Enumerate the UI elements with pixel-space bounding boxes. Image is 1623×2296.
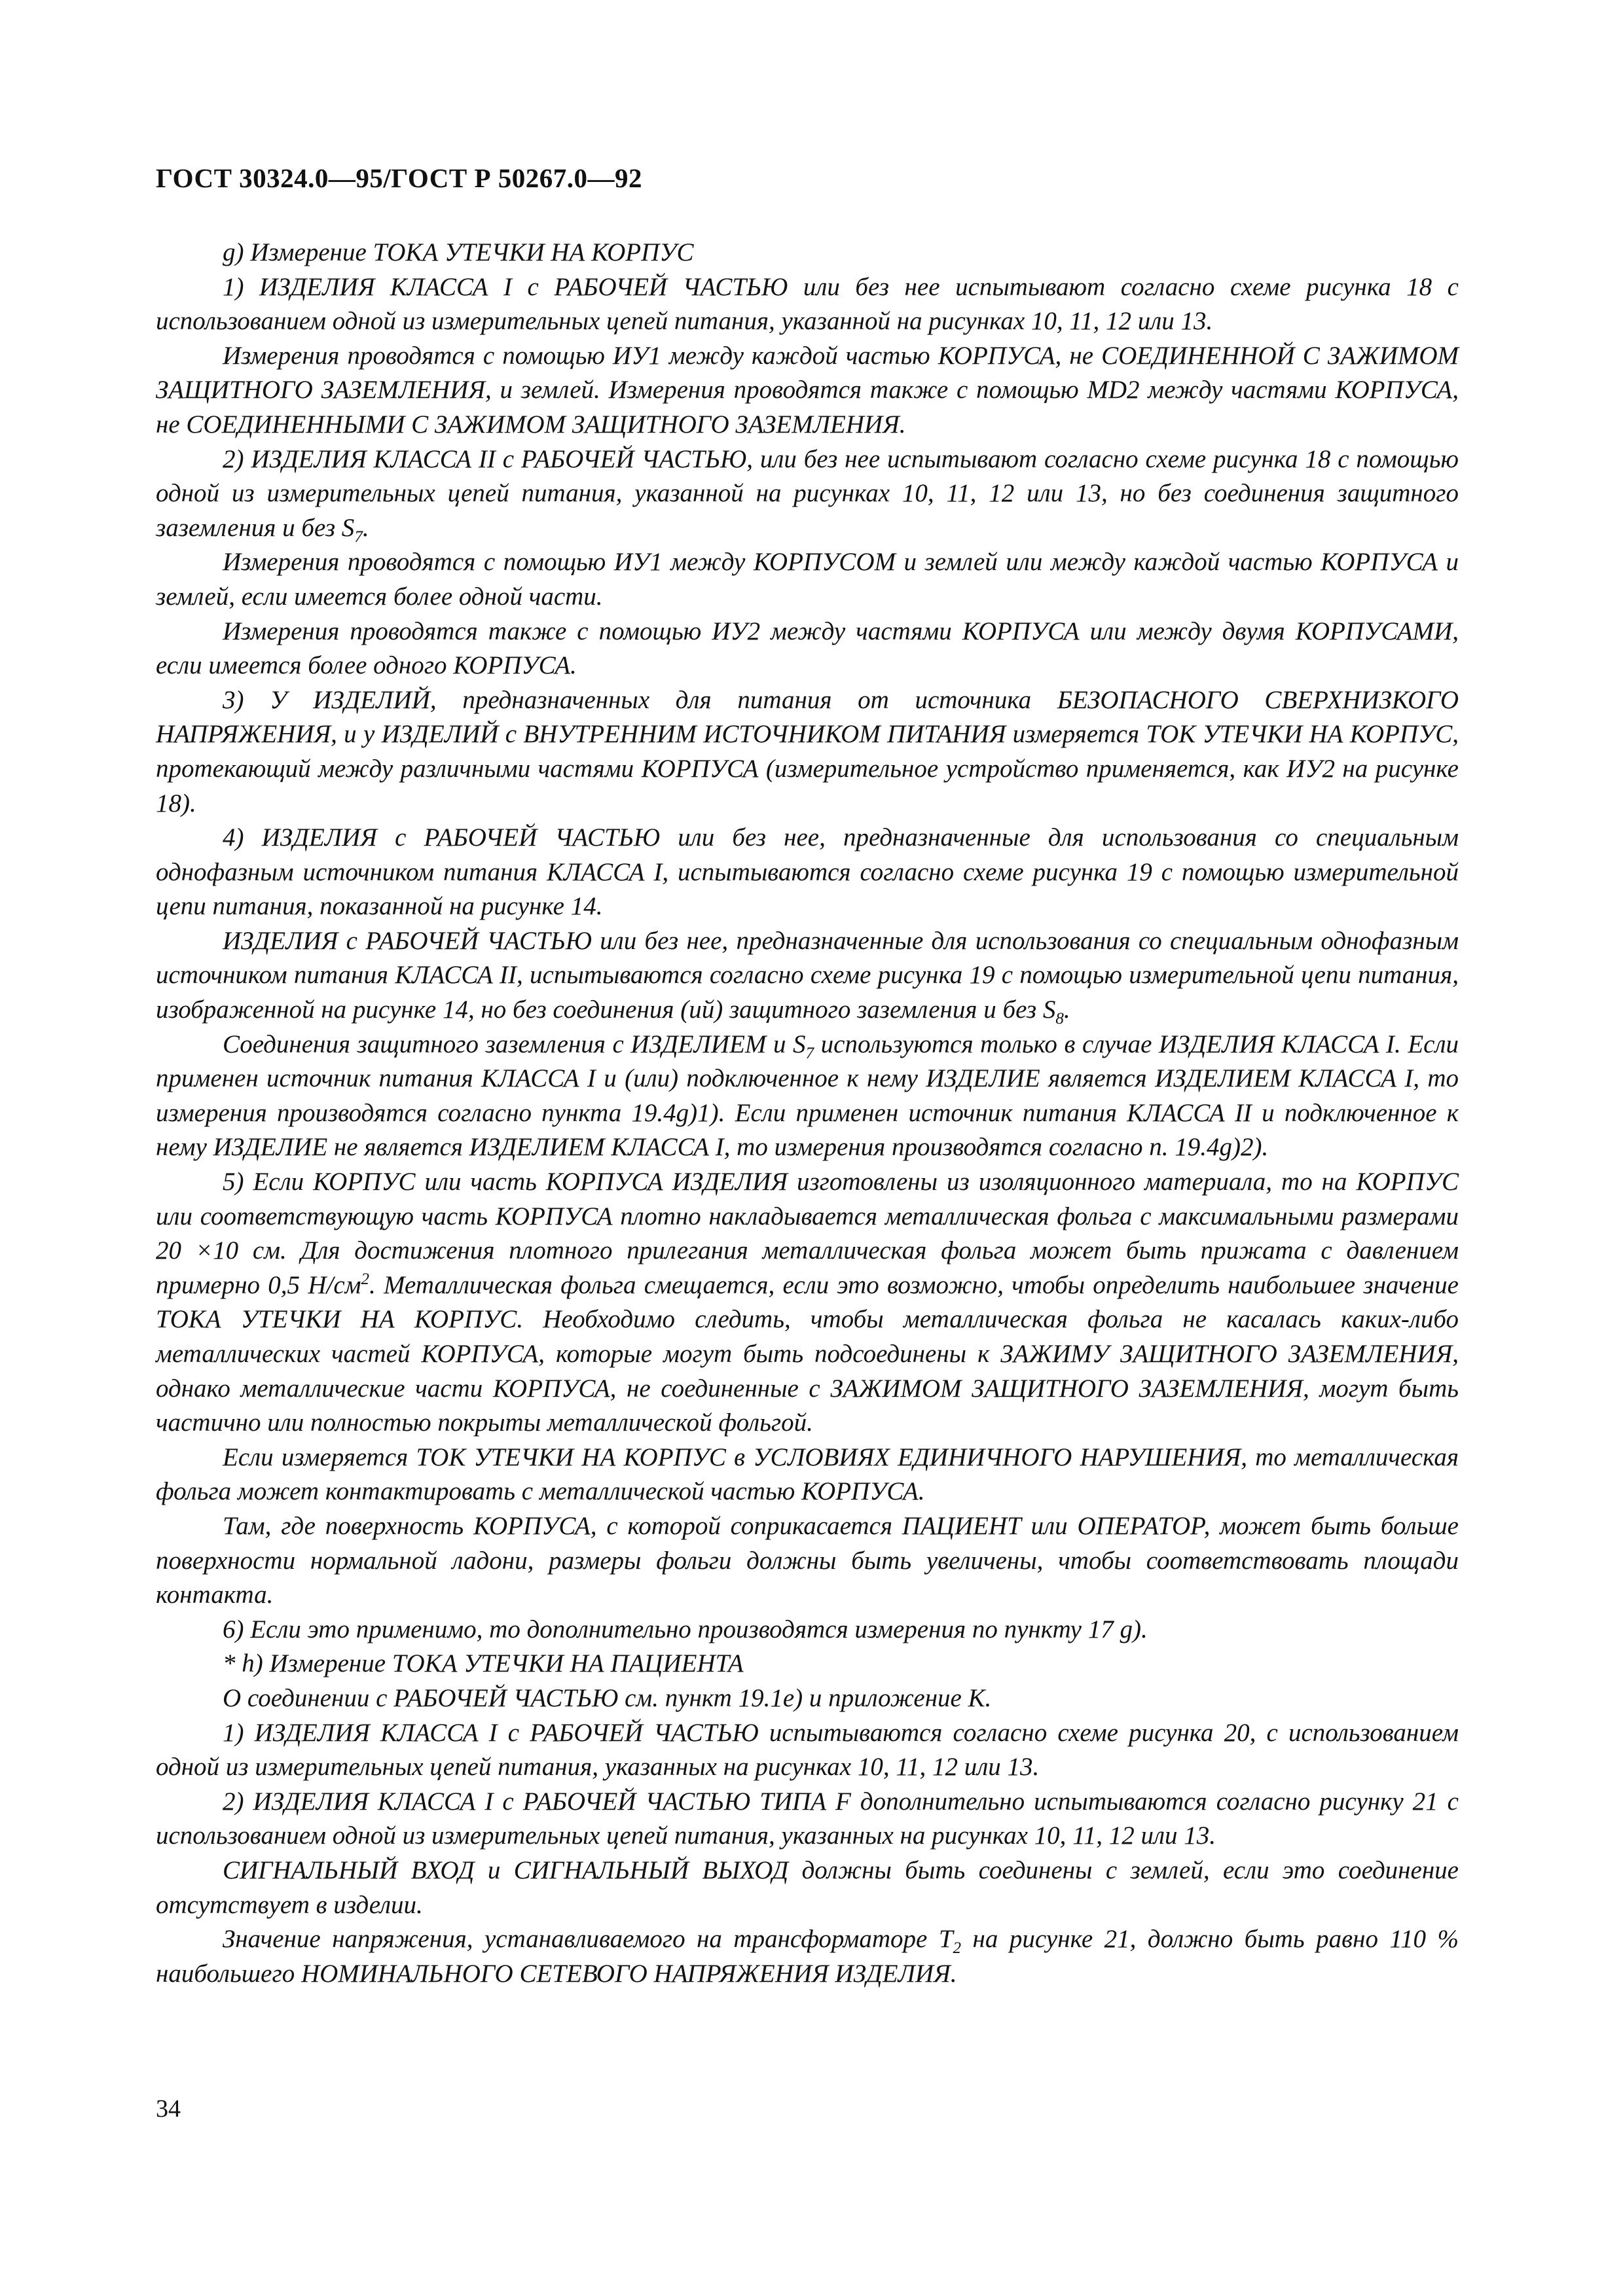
page-number: 34 — [156, 2095, 181, 2123]
paragraph: Соединения защитного заземления с ИЗДЕЛИЕМ и $S_7$ используются только в случае ИЗДЕЛИЯ КЛАССА I. Если применен источник питания КЛАССА I и (или) подключенное к нему ИЗДЕЛИЕ является ИЗДЕЛИЕМ КЛАССА I, то измерения производятся согласно пункта 19.4g)1). Если применен источник питания КЛАССА II и подключенное к нему ИЗДЕЛИЕ не является ИЗДЕЛИЕМ КЛАССА I, то измерения производятся согласно п. 19.4g)2). — [156, 1030, 1459, 1162]
paragraph: 2) ИЗДЕЛИЯ КЛАССА II с РАБОЧЕЙ ЧАСТЬЮ, или без нее испытывают согласно схеме рисунка 18 с помощью одной из измерительных цепей питания, указанной на рисунках 10, 11, 12 или 13, но без соединения защитного заземления и без $S_7$. — [156, 444, 1459, 546]
paragraph: Измерения проводятся с помощью ИУ1 между КОРПУСОМ и землей или между каждой частью КОРПУСА и землей, если имеется более одной части. — [156, 548, 1459, 611]
paragraph: Измерения проводятся также с помощью ИУ2 между частями КОРПУСА или между двумя КОРПУСАМИ, если имеется более одного КОРПУСА. — [156, 617, 1459, 680]
paragraph: 4) ИЗДЕЛИЯ с РАБОЧЕЙ ЧАСТЬЮ или без нее, предназначенные для использования со специальным однофазным источником питания КЛАССА I, испытываются согласно схеме рисунка 19 с помощью измерительной цепи питания, показанной на рисунке 14. — [156, 823, 1459, 921]
paragraph: ИЗДЕЛИЯ с РАБОЧЕЙ ЧАСТЬЮ или без нее, предназначенные для использования со специальным однофазным источником питания КЛАССА II, испытываются согласно схеме рисунка 19 с помощью измерительной цепи питания, изображенной на рисунке 14, но без соединения (ий) защитного заземления и без $S_8$. — [156, 926, 1459, 1028]
paragraph: Если измеряется ТОК УТЕЧКИ НА КОРПУС в УСЛОВИЯХ ЕДИНИЧНОГО НАРУШЕНИЯ, то металлическая фольга может контактировать с металлической частью КОРПУСА. — [156, 1443, 1459, 1506]
paragraph: О соединении с РАБОЧЕЙ ЧАСТЬЮ см. пункт 19.1е) и приложение К. — [223, 1683, 992, 1712]
paragraph: g) Измерение ТОКА УТЕЧКИ НА КОРПУС — [223, 238, 694, 266]
paragraph: * h) Измерение ТОКА УТЕЧКИ НА ПАЦИЕНТА — [223, 1649, 744, 1678]
paragraph: Значение напряжения, устанавливаемого на трансформаторе $T_2$ на рисунке 21, должно быть равно 110 % наибольшего НОМИНАЛЬНОГО СЕТЕВОГО НАПРЯЖЕНИЯ ИЗДЕЛИЯ. — [156, 1925, 1459, 1988]
document-body — [156, 236, 1459, 1991]
paragraph: СИГНАЛЬНЫЙ ВХОД и СИГНАЛЬНЫЙ ВЫХОД должны быть соединены с землей, если это соединение отсутствует в изделии. — [156, 1856, 1459, 1919]
paragraph: 1) ИЗДЕЛИЯ КЛАССА I с РАБОЧЕЙ ЧАСТЬЮ или без нее испытывают согласно схеме рисунка 18 с использованием одной из измерительных цепей питания, указанной на рисунках 10, 11, 12 или 13. — [156, 272, 1459, 336]
document-header: ГОСТ 30324.0—95/ГОСТ Р 50267.0—92 — [156, 163, 643, 193]
paragraph: 1) ИЗДЕЛИЯ КЛАССА I с РАБОЧЕЙ ЧАСТЬЮ испытываются согласно схеме рисунка 20, с использованием одной из измерительных цепей питания, указанных на рисунках 10, 11, 12 или 13. — [156, 1718, 1459, 1782]
paragraph: Измерения проводятся с помощью ИУ1 между каждой частью КОРПУСА, не СОЕДИНЕННОЙ С ЗАЖИМОМ ЗАЩИТНОГО ЗАЗЕМЛЕНИЯ, и землей. Измерения проводятся также с помощью MD2 между частями КОРПУСА, не СОЕДИНЕННЫМИ С ЗАЖИМОМ ЗАЩИТНОГО ЗАЗЕМЛЕНИЯ. — [156, 341, 1459, 439]
paragraph: 6) Если это применимо, то дополнительно производятся измерения по пункту 17 g). — [223, 1615, 1148, 1643]
paragraph: 5) Если КОРПУС или часть КОРПУСА ИЗДЕЛИЯ изготовлены из изоляционного материала, то на КОРПУС или соответствующую часть КОРПУСА плотно накладывается металлическая фольга с максимальными размерами 20 ×10 см. Для достижения плотного прилегания металлическая фольга может быть прижата с давлением примерно 0,5 $Н/см^2$. Металлическая фольга смещается, если это возможно, чтобы определить наибольшее значение ТОКА УТЕЧКИ НА КОРПУС. Необходимо следить, чтобы металлическая фольга не касалась каких-либо металлических частей КОРПУСА, которые могут быть подсоединены к ЗАЖИМУ ЗАЩИТНОГО ЗАЗЕМЛЕНИЯ, однако металлические части КОРПУСА, не соединенные с ЗАЖИМОМ ЗАЩИТНОГО ЗАЗЕМЛЕНИЯ, могут быть частично или полностью покрыты металлической фольгой. — [156, 1168, 1459, 1437]
paragraph: 3) У ИЗДЕЛИЙ, предназначенных для питания от источника БЕЗОПАСНОГО СВЕРХНИЗКОГО НАПРЯЖЕНИЯ, и у ИЗДЕЛИЙ с ВНУТРЕННИМ ИСТОЧНИКОМ ПИТАНИЯ измеряется ТОК УТЕЧКИ НА КОРПУС, протекающий между различными частями КОРПУСА (измерительное устройство применяется, как ИУ2 на рисунке 18). — [156, 685, 1459, 817]
paragraph: 2) ИЗДЕЛИЯ КЛАССА I с РАБОЧЕЙ ЧАСТЬЮ ТИПА F дополнительно испытываются согласно рисунку 21 с использованием одной из измерительных цепей питания, указанных на рисунках 10, 11, 12 или 13. — [156, 1787, 1459, 1850]
paragraph: Там, где поверхность КОРПУСА, с которой соприкасается ПАЦИЕНТ или ОПЕРАТОР, может быть больше поверхности нормальной ладони, размеры фольги должны быть увеличены, чтобы соответствовать площади контакта. — [156, 1511, 1459, 1609]
